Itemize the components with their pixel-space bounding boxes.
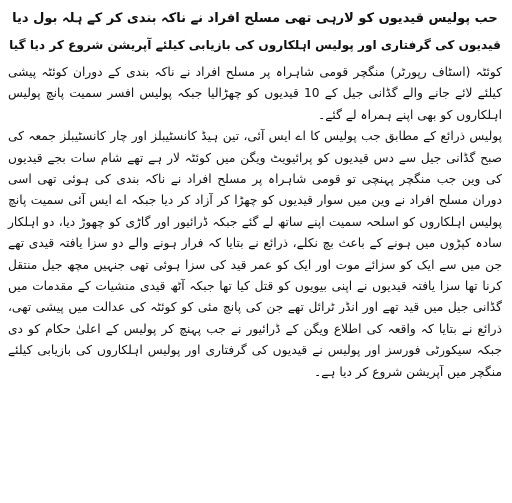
headline-main: حب پولیس قیدیوں کو لارہی تھی مسلح افراد نے ناکہ بندی کر کے ہلہ بول دیا [12,11,498,26]
article-paragraph: کوئٹہ (اسٹاف رپورٹر) منگچر قومی شاہراہ پر مسلح افراد نے ناکہ بندی کے دوران کوئٹہ پیشی کیلئے لائے جانے والے گڈانی جیل کے 10 قیدیوں کو چھڑالیا جبکہ پولیس افسر سمیت پانچ پولیس اہلکاروں کو بھی اپنے ہمراہ لے گئے۔ [8,65,502,122]
headline-block [8,6,502,58]
headline-sub: قیدیوں کی گرفتاری اور پولیس اہلکاروں کی بازیابی کیلئے آپریشن شروع کر دیا گیا [9,38,501,52]
article-paragraph: پولیس ذرائع کے مطابق جب پولیس کا اے ایس آئی، تین ہیڈ کانسٹیبلز اور چار کانسٹیبلز جمعہ کی صبح گڈانی جیل سے دس قیدیوں کو پرائیویٹ ویگن میں کوئٹہ لار ہے تھے شام سات بجے قیدیوں کی وین جب منگچر پہنچی تو قومی شاہراہ پر مسلح افراد نے ناکہ بندی کی ہوئی تھی اسی دوران مسلح افراد نے وین میں سوار قیدیوں کو چھڑا کر آزاد کر دیا جبکہ اے ایس آئی سمیت پانچ پولیس اہلکاروں کو اسلحہ سمیت اپنے ساتھ لے گئے جبکہ ڈرائیور اور گاڑی کو چھوڑ دیا، دو اہلکار سادہ کپڑوں میں ہونے کے باعث بچ نکلے، ذرائع نے بتایا کہ فرار ہونے والے دو سزا یافتہ قیدی تھے جن میں سے ایک کو سزائے موت اور ایک کو عمر قید کی سزا ہوئی تھی جنہیں مچھ جیل منتقل کرنا تھا سزا یافتہ قیدیوں نے اپنی بیویوں کو قتل کیا تھا جبکہ آٹھ قیدی منشیات کے مقدمات میں گڈانی جیل میں قید تھے اور انڈر ٹرائل تھے جن کی پانچ مئی کو کوئٹہ کی عدالت میں پیشی تھی، ذرائع نے بتایا کہ واقعہ کی اطلاع ویگن کے ڈرائیور نے جب پہنچ کر پولیس کے اعلیٰ حکام کو دی جبکہ سیکورٹی فورسز اور پولیس نے قیدیوں کی گرفتاری اور پولیس اہلکاروں کی بازیابی کیلئے منگچر میں آپریشن شروع کر دیا ہے۔ [8,129,502,379]
article-body [8,62,502,383]
